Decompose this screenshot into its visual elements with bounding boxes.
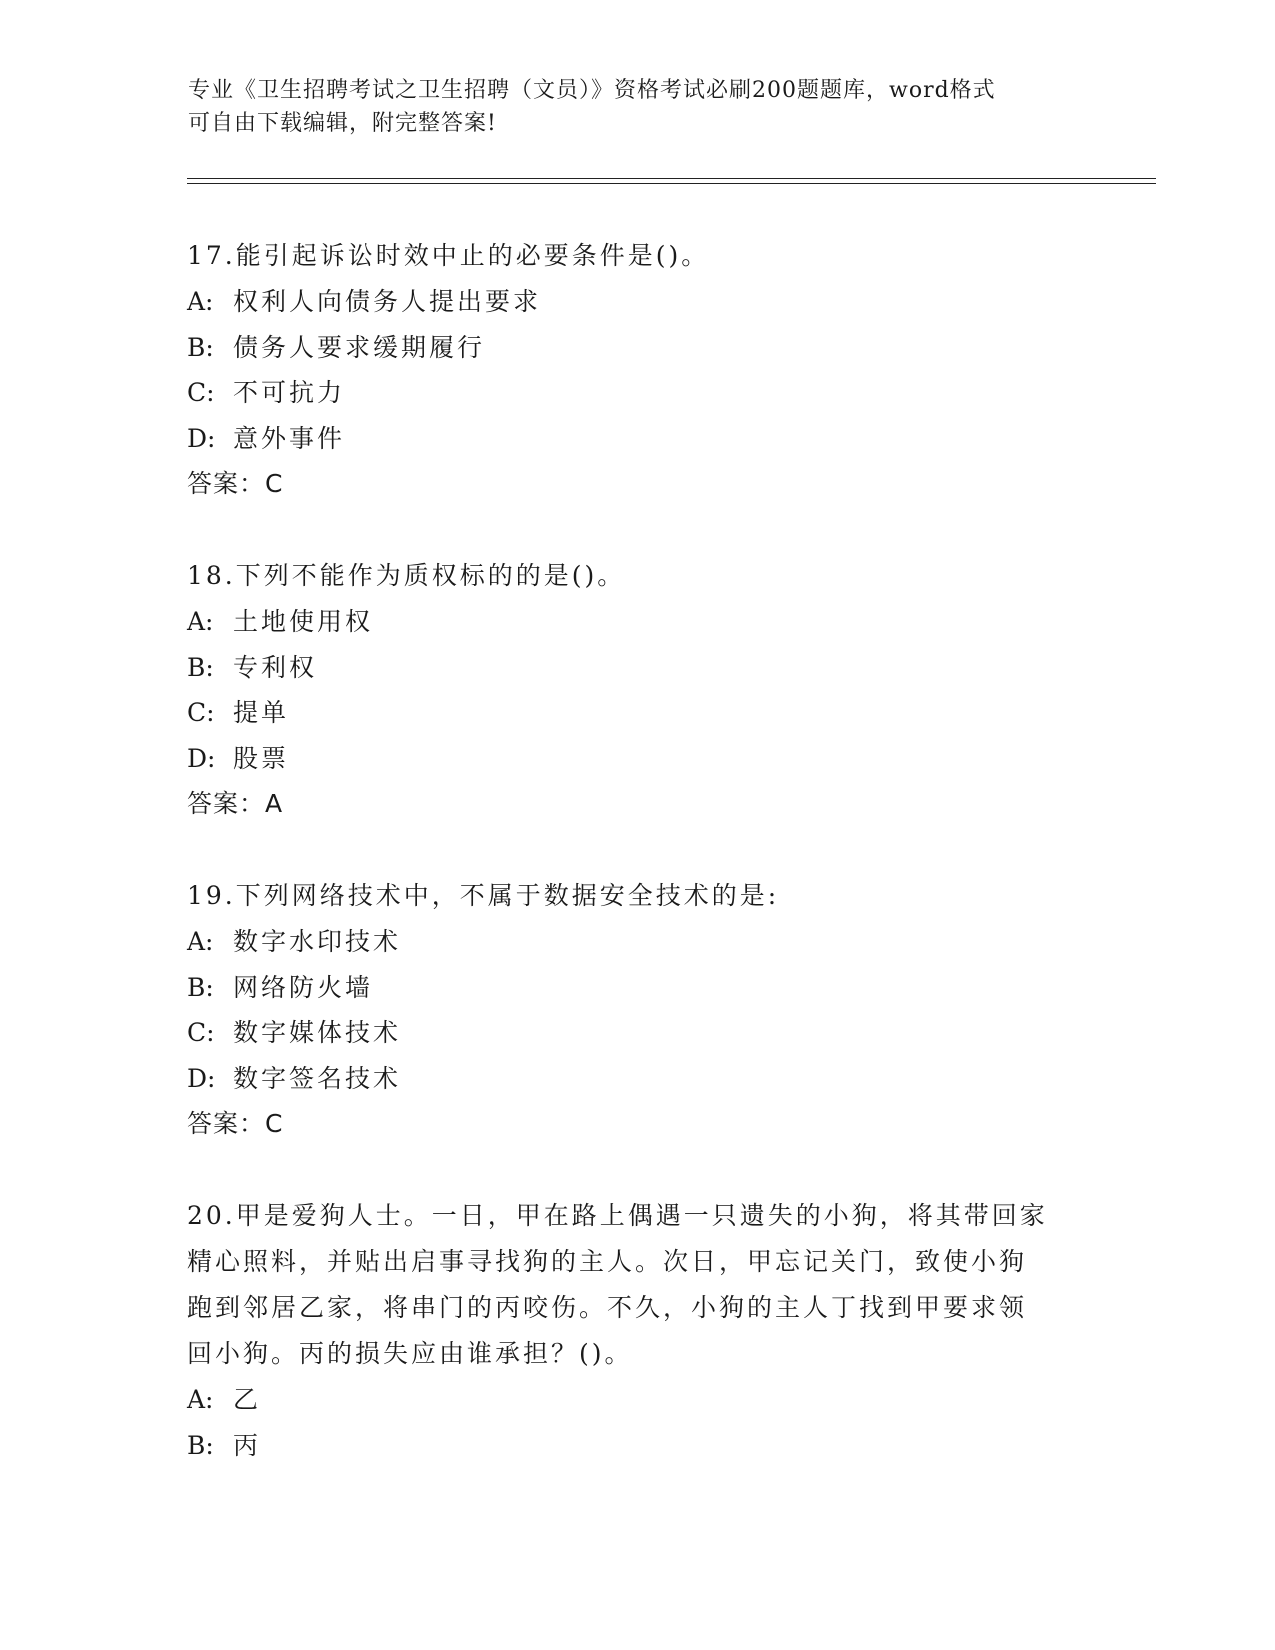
option-letter: D:	[187, 743, 216, 773]
option-text: 专利权	[233, 652, 318, 682]
option-d	[187, 1056, 1087, 1102]
option-letter: A:	[187, 1385, 214, 1414]
option-text: 提单	[233, 698, 290, 727]
question-stem-line-1: 20.甲是爱狗人士。一日，甲在路上偶遇一只遗失的小狗，将其带回家	[187, 1201, 1048, 1230]
question-20	[187, 1193, 1087, 1468]
header-divider-top	[187, 178, 1156, 179]
option-letter: A:	[187, 927, 214, 956]
option-b	[187, 965, 1087, 1011]
option-text: 债务人要求缓期履行	[233, 332, 486, 362]
option-text: 权利人向债务人提出要求	[233, 287, 542, 316]
question-stem-line-2: 精心照料，并贴出启事寻找狗的主人。次日，甲忘记关门，致使小狗	[187, 1247, 1028, 1276]
option-c	[187, 690, 1087, 736]
option-a	[187, 1377, 1087, 1423]
option-text: 数字签名技术	[233, 1063, 402, 1093]
option-letter: B:	[187, 332, 214, 362]
answer-line: 答案：A	[187, 789, 284, 818]
option-text: 股票	[233, 743, 290, 773]
header-divider-bottom	[187, 183, 1156, 184]
question-stem-line-4: 回小狗。丙的损失应由谁承担？()。	[187, 1339, 633, 1368]
option-a	[187, 279, 1087, 325]
question-stem: 19.下列网络技术中，不属于数据安全技术的是:	[187, 881, 780, 910]
question-18	[187, 553, 1087, 827]
question-19	[187, 873, 1087, 1147]
option-text: 意外事件	[233, 423, 346, 453]
option-d	[187, 416, 1087, 462]
option-text: 丙	[233, 1430, 262, 1460]
option-letter: D:	[187, 423, 216, 453]
header-title-line-1: 专业《卫生招聘考试之卫生招聘（文员）》资格考试必刷200题题库，word格式	[188, 78, 996, 103]
question-17	[187, 233, 1087, 507]
option-letter: C:	[187, 378, 215, 407]
option-letter: D:	[187, 1063, 216, 1093]
option-text: 数字媒体技术	[233, 1018, 402, 1047]
option-c	[187, 1010, 1087, 1056]
option-text: 数字水印技术	[233, 927, 402, 956]
question-stem-line-3: 跑到邻居乙家，将串门的丙咬伤。不久，小狗的主人丁找到甲要求领	[187, 1293, 1028, 1322]
question-stem: 17.能引起诉讼时效中止的必要条件是()。	[187, 241, 710, 270]
option-text: 土地使用权	[233, 607, 374, 636]
option-letter: B:	[187, 972, 214, 1002]
option-b	[187, 1423, 1087, 1469]
option-letter: C:	[187, 698, 215, 727]
option-c	[187, 370, 1087, 416]
question-stem: 18.下列不能作为质权标的的是()。	[187, 561, 626, 590]
document-header	[188, 74, 1088, 140]
option-a	[187, 599, 1087, 645]
option-letter: B:	[187, 652, 214, 682]
answer-line: 答案：C	[187, 469, 284, 498]
option-letter: A:	[187, 607, 214, 636]
option-d	[187, 736, 1087, 782]
option-text: 网络防火墙	[233, 972, 374, 1002]
option-b	[187, 645, 1087, 691]
option-b	[187, 325, 1087, 371]
answer-line: 答案：C	[187, 1109, 284, 1138]
option-letter: C:	[187, 1018, 215, 1047]
header-title-line-2: 可自由下载编辑，附完整答案!	[188, 111, 497, 136]
option-letter: B:	[187, 1430, 214, 1460]
option-a	[187, 919, 1087, 965]
option-text: 乙	[233, 1385, 262, 1414]
option-letter: A:	[187, 287, 214, 316]
option-text: 不可抗力	[233, 378, 346, 407]
